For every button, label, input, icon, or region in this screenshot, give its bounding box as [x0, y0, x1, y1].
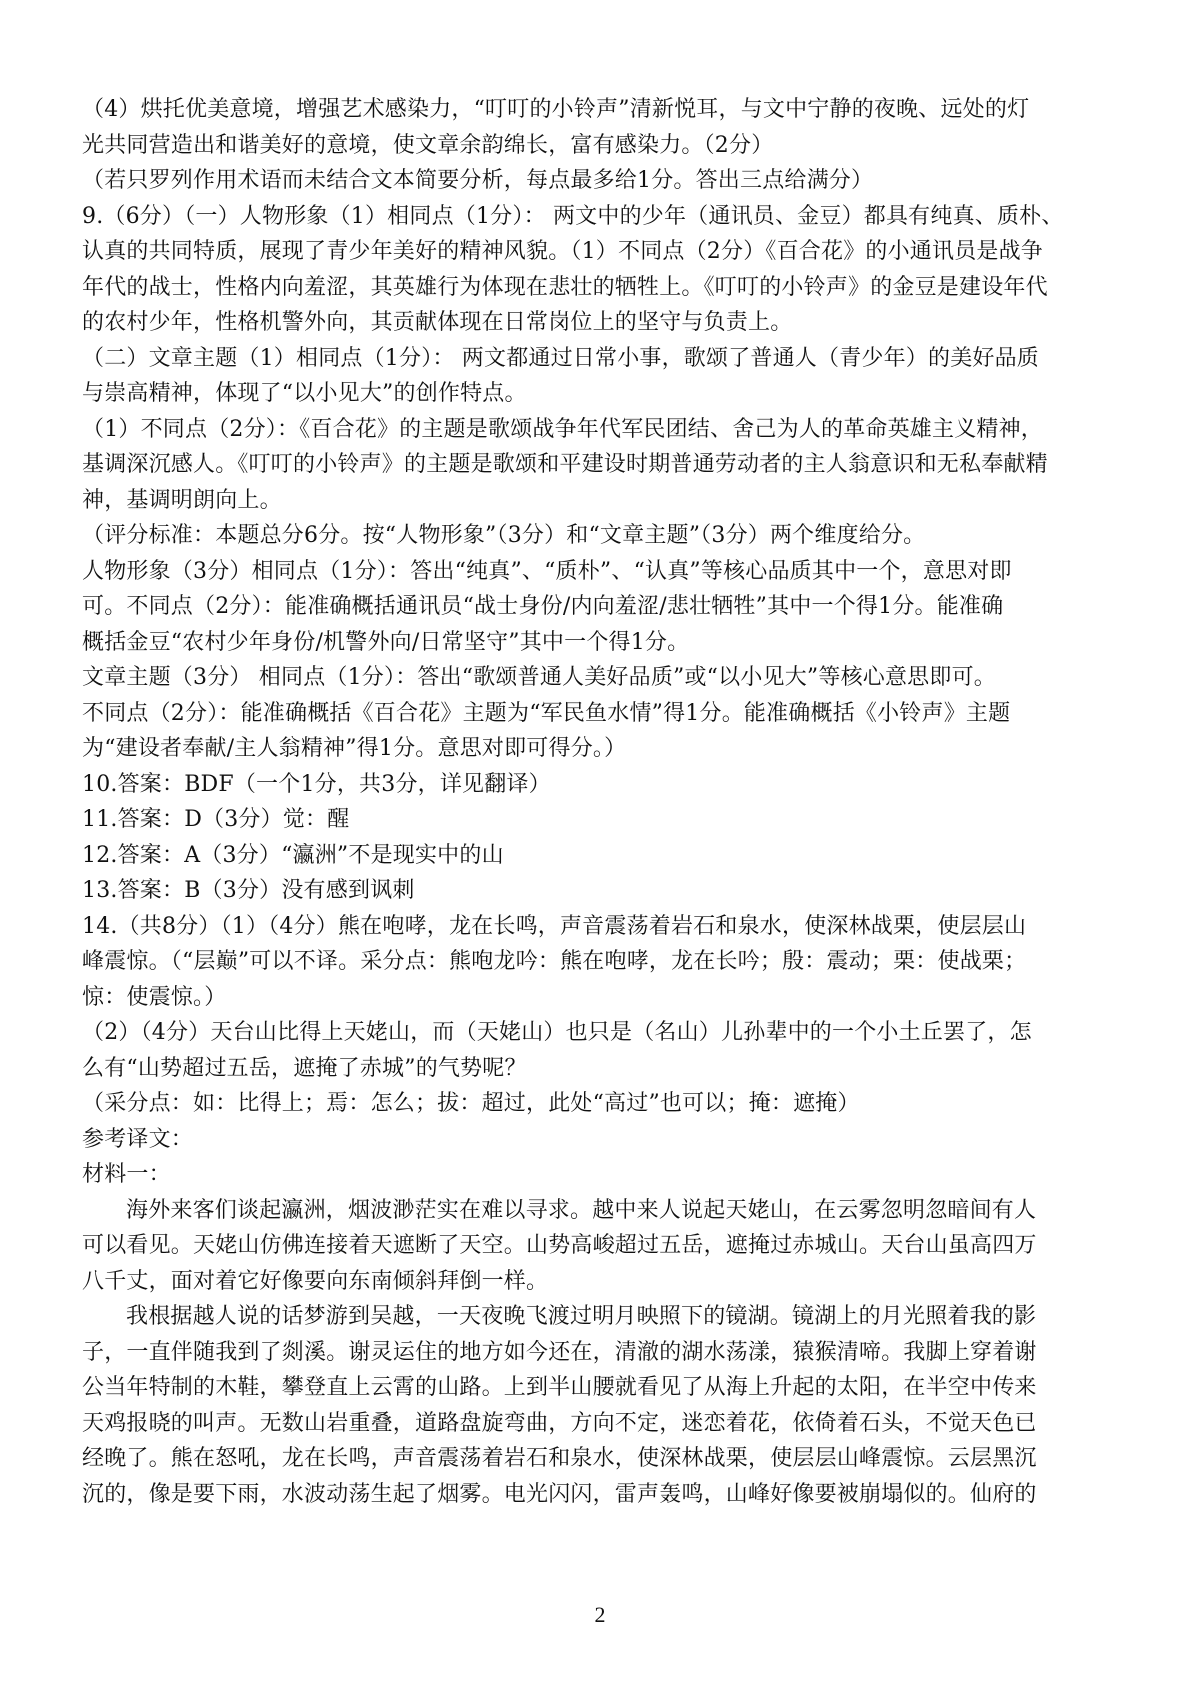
translation-line: 天鸡报晓的叫声。无数山岩重叠，道路盘旋弯曲，方向不定，迷恋着花，依倚着石头，不觉天色已 — [82, 1410, 1037, 1436]
page-number: 2 — [594, 1602, 606, 1627]
text-line: 年代的战士，性格内向羞涩，其英雄行为体现在悲壮的牺牲上。《叮叮的小铃声》的金豆是建设年代 — [82, 274, 1048, 300]
text-line: 惊：使震惊。） — [82, 984, 227, 1010]
text-line: 概括金豆“农村少年身份/机警外向/日常坚守”其中一个得1分。 — [82, 629, 690, 655]
text-line: （2）（4分）天台山比得上天姥山，而（天姥山）也只是（名山）儿孙辈中的一个小土丘罢了，怎 — [82, 1020, 1032, 1045]
reference-translation-heading: 参考译文： — [82, 1126, 194, 1152]
answer-14-line: 14.（共8分）（1）（4分）熊在咆哮，龙在长鸣，声音震荡着岩石和泉水，使深林战栗，使层层山 — [82, 913, 1027, 939]
translation-line: 公当年特制的木鞋，攀登直上云霄的山路。上到半山腰就看见了从海上升起的太阳，在半空中传来 — [82, 1375, 1037, 1400]
text-line: 的农村少年，性格机警外向，其贡献体现在日常岗位上的坚守与负责上。 — [82, 310, 793, 335]
text-line: 认真的共同特质，展现了青少年美好的精神风貌。（1）不同点（2分）《百合花》的小通讯员是战争 — [82, 239, 1043, 264]
text-line: 基调深沉感人。《叮叮的小铃声》的主题是歌颂和平建设时期普通劳动者的主人翁意识和无私奉献精 — [82, 452, 1048, 477]
translation-line: 八千丈，面对着它好像要向东南倾斜拜倒一样。 — [82, 1268, 549, 1294]
answer-13-line: 13.答案：B（3分）没有感到讽刺 — [82, 878, 415, 903]
answer-11-line: 11.答案：D（3分）觉：醒 — [82, 807, 350, 832]
text-line: （4）烘托优美意境，增强艺术感染力，“叮叮的小铃声”清新悦耳，与文中宁静的夜晚、远处的灯 — [82, 97, 1030, 122]
translation-line: 沉的，像是要下雨，水波动荡生起了烟雾。电光闪闪，雷声轰鸣，山峰好像要被崩塌似的。仙府的 — [82, 1481, 1037, 1507]
text-line: 与崇高精神，体现了“以小见大”的创作特点。 — [82, 381, 527, 406]
text-line: （二）文章主题（1）相同点（1分）： 两文都通过日常小事，歌颂了普通人（青少年）的美好品质 — [82, 345, 1039, 371]
text-line: （1）不同点（2分）：《百合花》的主题是歌颂战争年代军民团结、舍己为人的革命英雄主义精神， — [82, 416, 1043, 442]
translation-line: 经晚了。熊在怒吼，龙在长鸣，声音震荡着岩石和泉水，使深林战栗，使层层山峰震惊。云层黑沉 — [82, 1446, 1037, 1471]
text-line: （若只罗列作用术语而未结合文本简要分析，每点最多给1分。答出三点给满分） — [82, 168, 874, 193]
text-line: 光共同营造出和谐美好的意境，使文章余韵绵长，富有感染力。（2分） — [82, 132, 774, 158]
text-line: 文章主题（3分） 相同点（1分）：答出“歌颂普通人美好品质”或“以小见大”等核心意思即可。 — [82, 665, 996, 690]
answer-10-line: 10.答案：BDF（一个1分，共3分，详见翻译） — [82, 771, 551, 797]
question-9-line: 9.（6分）（一）人物形象（1）相同点（1分）： 两文中的少年（通讯员、金豆）都具有纯真、质朴、 — [82, 203, 1064, 229]
translation-line: 海外来客们谈起瀛洲，烟波渺茫实在难以寻求。越中来人说起天姥山，在云雾忽明忽暗间有人 — [126, 1197, 1037, 1223]
text-line: 可。不同点（2分）：能准确概括通讯员“战士身份/内向羞涩/悲壮牺牲”其中一个得1分。能准确 — [82, 594, 1004, 619]
text-line: 峰震惊。（“层巅”可以不译。采分点：熊咆龙吟：熊在咆哮，龙在长吟；殷：震动；栗：使战栗； — [82, 949, 1027, 974]
text-line: 为“建设者奉献/主人翁精神”得1分。意思对即可得分。） — [82, 736, 627, 761]
text-line: 神，基调明朗向上。 — [82, 487, 282, 513]
text-line: （采分点：如：比得上；焉：怎么；拔：超过，此处“高过”也可以；掩：遮掩） — [82, 1091, 860, 1116]
translation-line: 子，一直伴随我到了剡溪。谢灵运住的地方如今还在，清澈的湖水荡漾，猿猴清啼。我脚上穿着谢 — [82, 1339, 1037, 1365]
translation-line: 我根据越人说的话梦游到吴越，一天夜晚飞渡过明月映照下的镜湖。镜湖上的月光照着我的影 — [126, 1304, 1037, 1329]
material-one-heading: 材料一： — [82, 1162, 171, 1187]
scoring-standard-line: （评分标准：本题总分6分。按“人物形象”（3分）和“文章主题”（3分）两个维度给分。 — [82, 523, 926, 548]
answer-12-line: 12.答案：A（3分）“瀛洲”不是现实中的山 — [82, 842, 504, 868]
text-line: 么有“山势超过五岳，遮掩了赤城”的气势呢？ — [82, 1055, 527, 1081]
answer-document — [82, 92, 1137, 1512]
text-line: 不同点（2分）：能准确概括《百合花》主题为“军民鱼水情”得1分。能准确概括《小铃声》主题 — [82, 700, 1011, 726]
text-line: 人物形象（3分）相同点（1分）：答出“纯真”、“质朴”、“认真”等核心品质其中一个，意思对即 — [82, 558, 1012, 584]
translation-line: 可以看见。天姥山仿佛连接着天遮断了天空。山势高峻超过五岳，遮掩过赤城山。天台山虽高四万 — [82, 1233, 1037, 1258]
